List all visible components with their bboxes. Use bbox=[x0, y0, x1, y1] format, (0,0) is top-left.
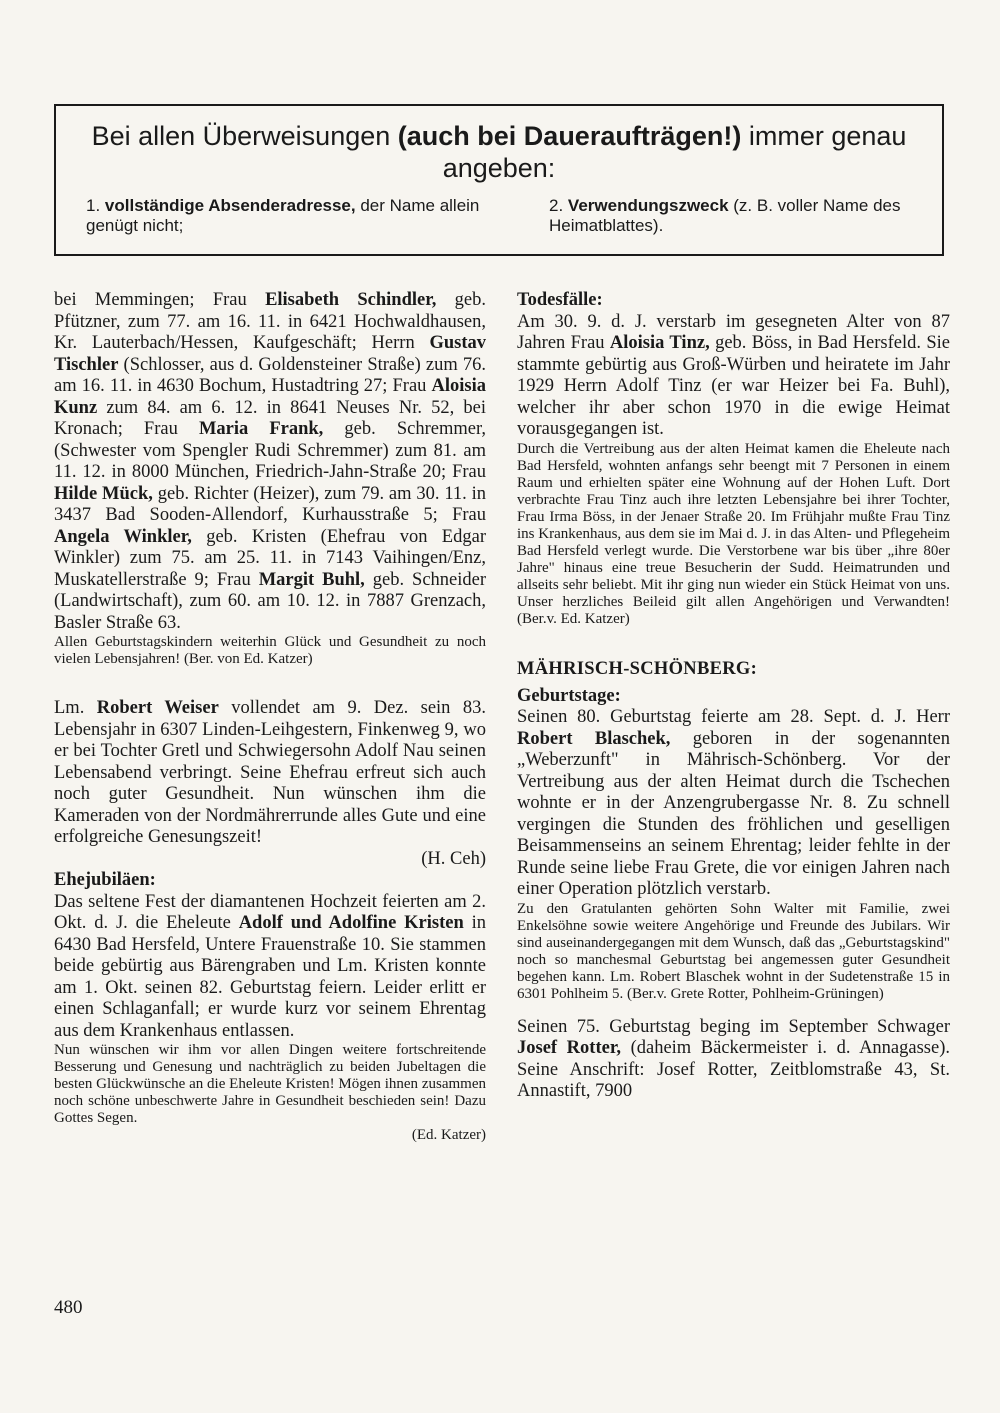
page-number: 480 bbox=[54, 1297, 83, 1318]
heading-ehejubilaeen: Ehejubiläen: bbox=[54, 870, 156, 890]
wedding-wishes-paragraph: Nun wünschen wir ihm vor allen Dingen weitere fortschreitende Besserung und Genesung und nachträglich zu beiden Jubeltagen die besten Glückwünsche an die Eheleute Kristen! Mögen ihnen zusammen noch schöne unbeschwerte Jahre in Gesundheit beschieden sein! Dazu Gottes Segen. (Ed. Katzer) bbox=[54, 1042, 486, 1143]
signature: (H. Ceh) bbox=[421, 848, 486, 869]
rotter-birthday-paragraph: Seinen 75. Geburtstag beging im September Schwager Josef Rotter, (daheim Bäckermeister i. d. Annagasse). Seine Anschrift: Josef Rotter, Zeitblomstraße 43, St. Annastift, 7900 bbox=[517, 1016, 950, 1101]
notice-item-1: 1. vollständige Absenderadresse, der Name allein genügt nicht; bbox=[86, 196, 480, 235]
birthday-list-paragraph: bei Memmingen; Frau Elisabeth Schindler, geb. Pfützner, zum 77. am 16. 11. in 6421 Hochwaldhausen, Kr. Lauterbach/Hessen, Kaufgeschäft; Herrn Gustav Tischler (Schlosser, aus d. Goldensteiner Straße) zum 76. am 16. 11. in 4630 Bochum, Hustadtring 27; Frau Aloisia Kunz zum 84. am 6. 12. in 8641 Neuses Nr. 52, bei Kronach; Frau Maria Frank, geb. Schremmer, (Schwester vom Spengler Rudi Schremmer) zum 81. am 11. 12. in 8000 München, Friedrich-Jahn-Straße 20; Frau Hilde Mück, geb. Richter (Heizer), zum 79. am 30. 11. in 3437 Bad Sooden-Allendorf, Kurhausstraße 5; Frau Angela Winkler, geb. Kristen (Ehefrau von Edgar Winkler) zum 75. am 25. 11. in 7143 Vaihingen/Enz, Muskatellerstraße 9; Frau Margit Buhl, geb. Schneider (Landwirtschaft), zum 60. am 10. 12. in 7887 Grenzach, Basler Straße 63. bbox=[54, 290, 487, 633]
diamond-wedding-paragraph: Das seltene Fest der diamantenen Hochzeit feierten am 2. Okt. d. J. die Eheleute Adolf und Adolfine Kristen in 6430 Bad Hersfeld, Untere Frauenstraße 10. Sie stammen beide gebürtig aus Bärengraben und Lm. Kristen konnte am 1. Okt. seinen 82. Geburtstag feiern. Leider erlitt er einen Schlaganfall; er wurde kurz vor seinem Ehrentag aus dem Krankenhaus entlassen. bbox=[54, 891, 486, 1041]
obituary-paragraph: Am 30. 9. d. J. verstarb im gesegneten Alter von 87 Jahren Frau Aloisia Tinz, geb. Böss, in Bad Hersfeld. Sie stammte gebürtig aus Groß-Würben und heiratete im Jahr 1929 Herrn Adolf Tinz (er war Heizer bei Fa. Buhl), welcher ihr aber schon 1970 in die ewige Heimat vorausgegangen ist. bbox=[517, 311, 950, 439]
left-column bbox=[54, 290, 486, 1144]
section-title: MÄHRISCH-SCHÖNBERG: bbox=[517, 658, 758, 679]
right-column bbox=[517, 290, 950, 1103]
blaschek-details-paragraph: Zu den Gratulanten gehörten Sohn Walter mit Familie, zwei Enkelsöhne sowie weitere Angehörige und Freunde des Jubilars. Wir sind auseinandergegangen mit dem Wunsch, daß das „Geburtstagskind" noch so manchesmal Geburtstag bei angemessen guter Gesundheit begehen kann. Lm. Robert Blaschek wohnt in der Sudetenstraße 15 in 6301 Pohlheim 5. (Ber.v. Grete Rotter, Pohlheim-Grüningen) bbox=[517, 900, 950, 1002]
heading-geburtstage: Geburtstage: bbox=[517, 685, 621, 706]
weiser-birthday-paragraph: Lm. Robert Weiser vollendet am 9. Dez. sein 83. Lebensjahr in 6307 Linden-Leihgestern, Finkenweg 9, wo er bei Tochter Gretl und Schwiegersohn Adolf Nau seinen Lebensabend verbringt. Seine Ehefrau erfreut sich auch noch guter Gesundheit. Nun wünschen ihm die Kameraden von der Nordmährerrunde alles Gute und eine erfolgreiche Genesungszeit! (H. Ceh) bbox=[54, 698, 486, 869]
obituary-details-paragraph: Durch die Vertreibung aus der alten Heimat kamen die Eheleute nach Bad Hersfeld, wohnten anfangs sehr beengt mit 7 Personen in einem Raum und erhielten später eine Wohnung auf der Hohen Luft. Dort verbrachte Frau Tinz auch ihre letzten Lebensjahre bei ihrer Tochter, Frau Irma Böss, in der Jenaer Straße 20. Im Frühjahr mußte Frau Tinz ins Krankenhaus, aus dem sie im Mai d. J. in das Alten- und Pflegeheim Bad Hersfeld verlegt wurde. Die Verstorbene war bis über „ihre 80er Jahre" hinaus eine treue Besucherin der Sudd. Heimatrunden und allseits sehr beliebt. Mit ihr ging nun wieder ein Stück Heimat von uns. Unser herzliches Beileid gilt allen Angehörigen und Verwandten! (Ber.v. Ed. Katzer) bbox=[517, 440, 950, 627]
birthday-wishes-paragraph: Allen Geburtstagskindern weiterhin Glück und Gesundheit zu noch vielen Lebensjahren! (Ber. von Ed. Katzer) bbox=[54, 634, 486, 667]
heading-todesfaelle: Todesfälle: bbox=[517, 290, 603, 310]
signature: (Ed. Katzer) bbox=[411, 1127, 486, 1143]
notice-item-2: 2. Verwendungszweck (z. B. voller Name des Heimatblattes). bbox=[549, 196, 901, 235]
blaschek-birthday-paragraph: Seinen 80. Geburtstag feierte am 28. Sept. d. J. Herr Robert Blaschek, geboren in der sogenannten „Weberzunft" in Mährisch-Schönberg. Vor der Vertreibung aus der alten Heimat durch die Tschechen wohnte er in der Anzengrubergasse Nr. 8. Zu schnell vergingen die Stunden des fröhlichen und geselligen Beisammenseins an seinem Ehrentag; leider fehlte in der Runde seine liebe Frau Grete, die vor einigen Jahren nach einer Operation plötzlich verstarb. bbox=[517, 707, 950, 899]
notice-headline: Bei allen Überweisungen (auch bei Daueraufträgen!) immer genau angeben: bbox=[91, 121, 907, 183]
transfer-notice-box bbox=[54, 104, 944, 256]
